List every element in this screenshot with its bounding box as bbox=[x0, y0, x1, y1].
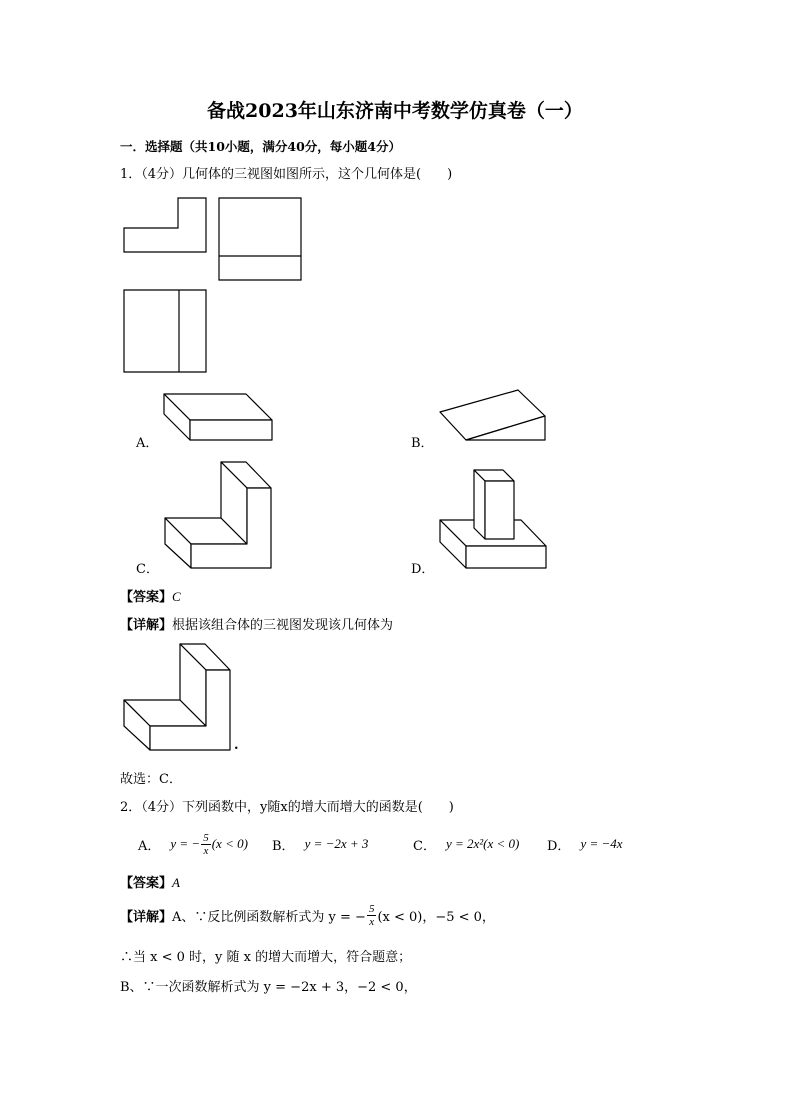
q2-option-a-denominator: x bbox=[203, 844, 209, 857]
q1-detail-text: 根据该组合体的三视图发现该几何体为 bbox=[172, 618, 394, 633]
q2-detail-l1-post: (x < 0)，−5 < 0， bbox=[377, 909, 495, 925]
q1-option-c-figure bbox=[163, 460, 275, 572]
q2-option-a-pre: y = − bbox=[170, 836, 201, 851]
q1-detail-tag: 【详解】 bbox=[120, 618, 173, 633]
q1-option-c-label: C． bbox=[136, 562, 159, 577]
q1-conclusion: 故选：C． bbox=[120, 772, 182, 787]
q1-option-d-figure bbox=[438, 468, 550, 572]
q2-detail-fraction bbox=[367, 903, 377, 928]
q2-option-b-expr: y = −2x + 3 bbox=[304, 836, 369, 851]
q2-answer-tag: 【答案】 bbox=[120, 876, 173, 891]
q2-option-c-label: C． bbox=[413, 838, 436, 854]
q2-option-a-post: (x < 0) bbox=[211, 836, 248, 851]
top-view bbox=[124, 290, 206, 372]
q2-option-d-label: D． bbox=[547, 838, 571, 854]
q1-detail-period: . bbox=[234, 738, 239, 753]
q2-option-d bbox=[547, 830, 623, 858]
q2-detail-tag: 【详解】 bbox=[120, 909, 173, 925]
q1-option-a-label: A． bbox=[136, 436, 159, 451]
q2-option-a-numerator: 5 bbox=[203, 831, 209, 844]
q1-option-b-figure bbox=[438, 388, 548, 444]
q2-detail-denominator: x bbox=[369, 915, 375, 928]
q2-option-c bbox=[413, 830, 519, 858]
q2-detail-line-3: B、∵一次函数解析式为 y = −2x + 3，−2 < 0， bbox=[120, 980, 417, 995]
front-view bbox=[124, 198, 206, 252]
side-view bbox=[219, 198, 301, 280]
q2-option-b-label: B． bbox=[272, 838, 295, 854]
q2-stem: 2．（4分）下列函数中，y随x的增大而增大的函数是( ) bbox=[120, 800, 454, 815]
q1-three-views bbox=[122, 196, 304, 376]
q2-detail-line-2: ∴当 x < 0 时，y 随 x 的增大而增大，符合题意； bbox=[120, 950, 412, 965]
q2-option-a-fraction bbox=[201, 832, 211, 857]
q1-option-d-label: D． bbox=[411, 562, 435, 577]
q2-detail-l1-pre: A、∵反比例函数解析式为 y = − bbox=[172, 909, 366, 925]
q2-answer-line bbox=[120, 872, 180, 891]
q1-option-a-figure bbox=[162, 392, 276, 444]
q2-option-c-expr: y = 2x²(x < 0) bbox=[445, 836, 520, 851]
q1-answer-value: C bbox=[172, 589, 181, 604]
q2-detail-numerator: 5 bbox=[368, 902, 375, 915]
q1-stem: 1．（4分）几何体的三视图如图所示，这个几何体是( ) bbox=[120, 167, 453, 182]
q2-option-a bbox=[138, 830, 248, 858]
q1-answer-line bbox=[120, 586, 181, 605]
q2-option-d-expr: y = −4x bbox=[580, 836, 623, 851]
page-title: 备战2023年山东济南中考数学仿真卷（一） bbox=[207, 100, 583, 122]
q2-detail-line-1 bbox=[120, 900, 495, 930]
q2-option-b bbox=[272, 830, 368, 858]
section-heading: 一．选择题（共10小题，满分40分，每小题4分） bbox=[120, 139, 401, 154]
q1-option-b-label: B． bbox=[411, 436, 434, 451]
q2-answer-value: A bbox=[172, 875, 180, 890]
q1-answer-tag: 【答案】 bbox=[120, 590, 173, 605]
q2-option-a-label: A． bbox=[138, 838, 161, 854]
q1-detail-line bbox=[120, 614, 393, 633]
q1-detail-figure bbox=[122, 642, 234, 754]
